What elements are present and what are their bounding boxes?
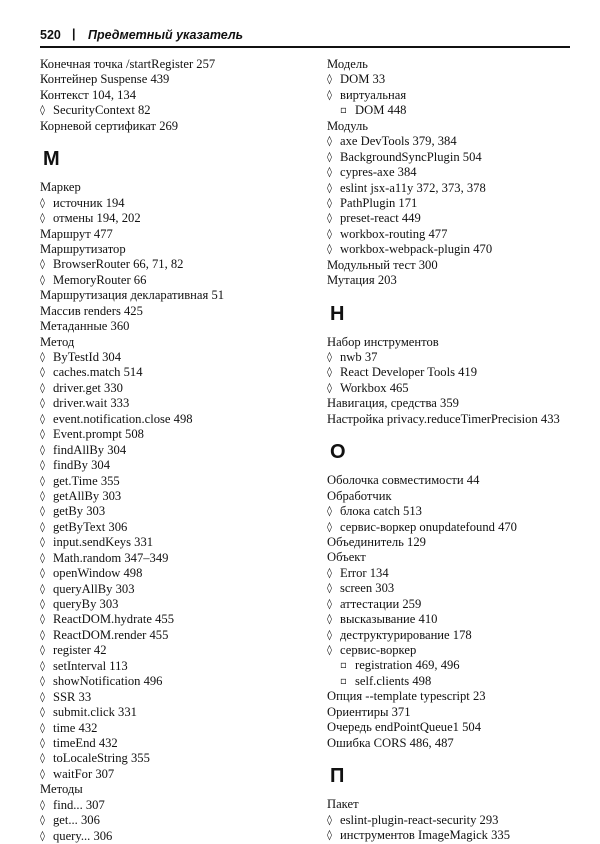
index-entry: Конечная точка /startRegister 257 (40, 57, 216, 71)
index-subentry: ◊ driver.get 330 (40, 381, 310, 396)
index-entry: Маршрутизация декларативная 51 (40, 288, 225, 303)
index-subentry: ◊ nwb 37 (327, 350, 589, 365)
index-subentry: ◊ findAllBy 304 (40, 443, 310, 458)
index-subentry: ◊ cypres-axe 384 (327, 165, 589, 180)
index-entry: Очередь endPointQueue1 504 (327, 720, 482, 735)
index-subentry: ◊ preset-react 449 (327, 211, 589, 226)
index-entry: Модель (327, 57, 368, 71)
index-entry: Контейнер Suspense 439 (40, 72, 170, 87)
index-entry: Корневой сертификат 269 (40, 118, 179, 133)
index-subentry: ◊ event.notification.close 498 (40, 412, 310, 427)
section-letter: П (330, 765, 345, 788)
index-entry: Навигация, средства 359 (327, 396, 459, 411)
index-subentry: ◊ input.sendKeys 331 (40, 535, 310, 550)
index-subentry: ◊ workbox-webpack-plugin 470 (327, 242, 589, 257)
index-subentry: ◊ get.Time 355 (40, 474, 310, 489)
index-subentry: ◊ screen 303 (327, 581, 589, 596)
index-subentry: ◊ инструментов ImageMagick 335 (327, 828, 589, 843)
index-subentry: ◊ getAllBy 303 (40, 489, 310, 504)
index-subentry: ◊ findBy 304 (40, 458, 310, 473)
index-subentry: ◊ аттестации 259 (327, 597, 589, 612)
index-subentry: ◊ setInterval 113 (40, 659, 310, 674)
index-subentry: ◊ axe DevTools 379, 384 (327, 134, 589, 149)
index-entry: Ориентиры 371 (327, 704, 411, 719)
index-subentry: ◊ Error 134 (327, 566, 589, 581)
index-entry: Мутация 203 (327, 273, 397, 288)
index-subentry: ◊ ReactDOM.hydrate 455 (40, 612, 310, 627)
index-subentry: ◊ caches.match 514 (40, 365, 310, 380)
index-subentry: ◊ getBy 303 (40, 504, 310, 519)
index-column-left (40, 57, 310, 844)
index-subentry: ◊ toLocaleString 355 (40, 751, 310, 766)
index-entry: Объект (327, 550, 366, 565)
page-number: 520 (40, 28, 61, 42)
header-title: Предметный указатель (88, 28, 244, 42)
index-subentry: ◊ eslint jsx-a11y 372, 373, 378 (327, 181, 589, 196)
index-entry: Контекст 104, 134 (40, 87, 137, 102)
index-subentry: ◊ SecurityContext 82 (40, 103, 310, 118)
index-entry: Метаданные 360 (40, 319, 130, 334)
section-letter: Н (330, 302, 345, 325)
index-subentry: ◊ ReactDOM.render 455 (40, 628, 310, 643)
index-subsubentry: ▫ registration 469, 496 (327, 658, 589, 673)
index-entry: Маршрут 477 (40, 226, 113, 241)
index-subentry: ◊ query... 306 (40, 829, 310, 844)
index-subentry: ◊ workbox-routing 477 (327, 227, 589, 242)
index-subentry: ◊ MemoryRouter 66 (40, 273, 310, 288)
index-subentry: ◊ Workbox 465 (327, 381, 589, 396)
index-entry: Пакет (327, 797, 359, 812)
index-subentry: ◊ submit.click 331 (40, 705, 310, 720)
index-subentry: ◊ eslint-plugin-react-security 293 (327, 813, 589, 828)
index-entry: Метод (40, 334, 75, 349)
index-entry: Обработчик (327, 488, 392, 503)
index-entry: Массив renders 425 (40, 303, 143, 318)
index-subentry: ◊ BrowserRouter 66, 71, 82 (40, 257, 310, 272)
index-subentry: ◊ showNotification 496 (40, 674, 310, 689)
index-subentry: ◊ time 432 (40, 721, 310, 736)
index-subentry: ◊ timeEnd 432 (40, 736, 310, 751)
index-subentry: ◊ ByTestId 304 (40, 350, 310, 365)
index-entry: Опция --template typescript 23 (327, 689, 486, 704)
section-letter: О (330, 441, 346, 464)
index-subentry: ◊ отмены 194, 202 (40, 211, 310, 226)
running-header (40, 26, 570, 48)
index-subentry: ◊ openWindow 498 (40, 566, 310, 581)
index-subentry: ◊ SSR 33 (40, 690, 310, 705)
index-subentry: ◊ виртуальная (327, 88, 589, 103)
index-entry: Модуль (327, 118, 368, 133)
index-subentry: ◊ queryAllBy 303 (40, 582, 310, 597)
index-subentry: ◊ get... 306 (40, 813, 310, 828)
index-subentry: ◊ getByText 306 (40, 520, 310, 535)
index-subentry: ◊ Math.random 347–349 (40, 551, 310, 566)
index-subentry: ◊ queryBy 303 (40, 597, 310, 612)
index-entry: Объединитель 129 (327, 534, 426, 549)
index-subentry: ◊ waitFor 307 (40, 767, 310, 782)
index-subentry: ◊ find... 307 (40, 798, 310, 813)
index-subsubentry: ▫ self.clients 498 (327, 674, 589, 689)
index-subentry: ◊ высказывание 410 (327, 612, 589, 627)
index-subentry: ◊ PathPlugin 171 (327, 196, 589, 211)
index-entry: Модульный тест 300 (327, 257, 438, 272)
index-entry: Маршрутизатор (40, 241, 126, 256)
index-entry: Набор инструментов (327, 334, 439, 349)
index-subentry: ◊ DOM 33 (327, 72, 589, 87)
index-entry: Маркер (40, 180, 81, 195)
index-entry: Методы (40, 782, 83, 797)
index-subentry: ◊ блока catch 513 (327, 504, 589, 519)
section-letter: М (43, 148, 60, 171)
index-subentry: ◊ источник 194 (40, 196, 310, 211)
index-subentry: ◊ деструктурирование 178 (327, 628, 589, 643)
index-subentry: ◊ React Developer Tools 419 (327, 365, 589, 380)
index-entry: Настройка privacy.reduceTimerPrecision 433 (327, 411, 560, 426)
index-column-right (327, 57, 589, 843)
index-subentry: ◊ driver.wait 333 (40, 396, 310, 411)
index-subentry: ◊ сервис-воркер (327, 643, 589, 658)
index-subsubentry: ▫ DOM 448 (327, 103, 589, 118)
index-subentry: ◊ сервис-воркер onupdatefound 470 (327, 520, 589, 535)
index-entry: Оболочка совместимости 44 (327, 473, 480, 488)
index-subentry: ◊ Event.prompt 508 (40, 427, 310, 442)
index-subentry: ◊ BackgroundSyncPlugin 504 (327, 150, 589, 165)
header-separator: | (72, 27, 76, 41)
index-entry: Ошибка CORS 486, 487 (327, 735, 454, 750)
index-subentry: ◊ register 42 (40, 643, 310, 658)
